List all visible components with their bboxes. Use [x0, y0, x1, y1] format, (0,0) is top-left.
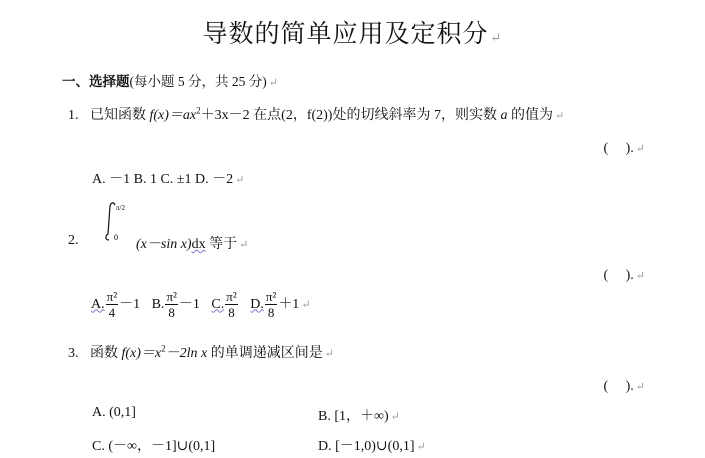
question-text: 函数 [90, 346, 122, 361]
function-expression-cont: －2ln x [165, 346, 208, 361]
return-mark-icon: ↵ [301, 298, 311, 311]
option-c: C. $\frac{\text{π²}}{8}$ [211, 289, 237, 320]
integral-expression [136, 233, 248, 253]
return-mark-icon: ↵ [554, 110, 565, 122]
section-note: (每小题 5 分，共 25 分) [129, 74, 267, 89]
return-mark-icon: ↵ [635, 270, 645, 282]
question-text-cont: ＋3x－2 在点(2，f(2))处的切线斜率为 7，则实数 [200, 108, 501, 123]
function-expression: f(x)＝ax [149, 108, 197, 123]
option-d: D. $\frac{\text{π²}}{8}$ ＋1 [250, 289, 300, 320]
option-3a: A. (0,1] [92, 405, 136, 420]
integral-sign-icon [100, 200, 130, 246]
answer-blank-2: ( ). ↵ [603, 268, 645, 283]
return-mark-icon: ↵ [416, 441, 426, 453]
question-text-end: 的值为 [507, 108, 553, 123]
question-2 [68, 233, 79, 249]
options-1: A. －1 B. 1 C. ±1 D. －2 ↵ [92, 172, 245, 187]
variable: a [500, 108, 508, 123]
question-number: 2. [68, 233, 79, 248]
question-text: 等于 [205, 237, 238, 252]
section-title: 一、选择题 [62, 74, 130, 89]
question-number: 1. [68, 108, 79, 123]
section-heading [62, 70, 278, 90]
return-mark-icon: ↵ [635, 381, 645, 393]
return-mark-icon: ↵ [239, 239, 249, 251]
return-mark-icon: ↵ [390, 411, 400, 423]
return-mark-icon: ↵ [235, 174, 245, 186]
question-text-end: 的单调递减区间是 [207, 346, 323, 361]
option-3b: B. [1，＋∞) ↵ [318, 409, 400, 424]
option-3d: D. [－1,0)∪(0,1] ↵ [318, 439, 426, 454]
question-3 [68, 342, 334, 362]
function-expression: f(x)＝x [121, 346, 162, 361]
integral-upper-limit: π/2 [116, 204, 125, 212]
answer-blank-1: ( ). ↵ [603, 141, 645, 156]
option-3c: C. (－∞，－1]∪(0,1] [92, 439, 216, 454]
question-text: 已知函数 [90, 108, 150, 123]
exponent: 2 [196, 105, 201, 116]
option-b: B. $\frac{\text{π²}}{8}$ －1 [151, 289, 200, 320]
exponent: 2 [161, 343, 166, 354]
question-number: 3. [68, 346, 79, 361]
return-mark-icon: ↵ [324, 348, 334, 360]
return-mark-icon: ↵ [635, 143, 645, 155]
question-1 [68, 104, 564, 124]
integrand: (x－sin x) [136, 237, 192, 252]
option-a: A. $\frac{\text{π²}}{4}$ －1 [91, 289, 141, 320]
differential: dx [191, 237, 206, 252]
return-mark-icon: ↵ [490, 30, 503, 45]
return-mark-icon: ↵ [268, 77, 278, 89]
page-title: 导数的简单应用及定积分 ↵ [202, 21, 503, 48]
options-2 [91, 290, 311, 319]
integral-lower-limit: 0 [114, 233, 118, 242]
answer-blank-3: ( ). ↵ [603, 379, 645, 394]
